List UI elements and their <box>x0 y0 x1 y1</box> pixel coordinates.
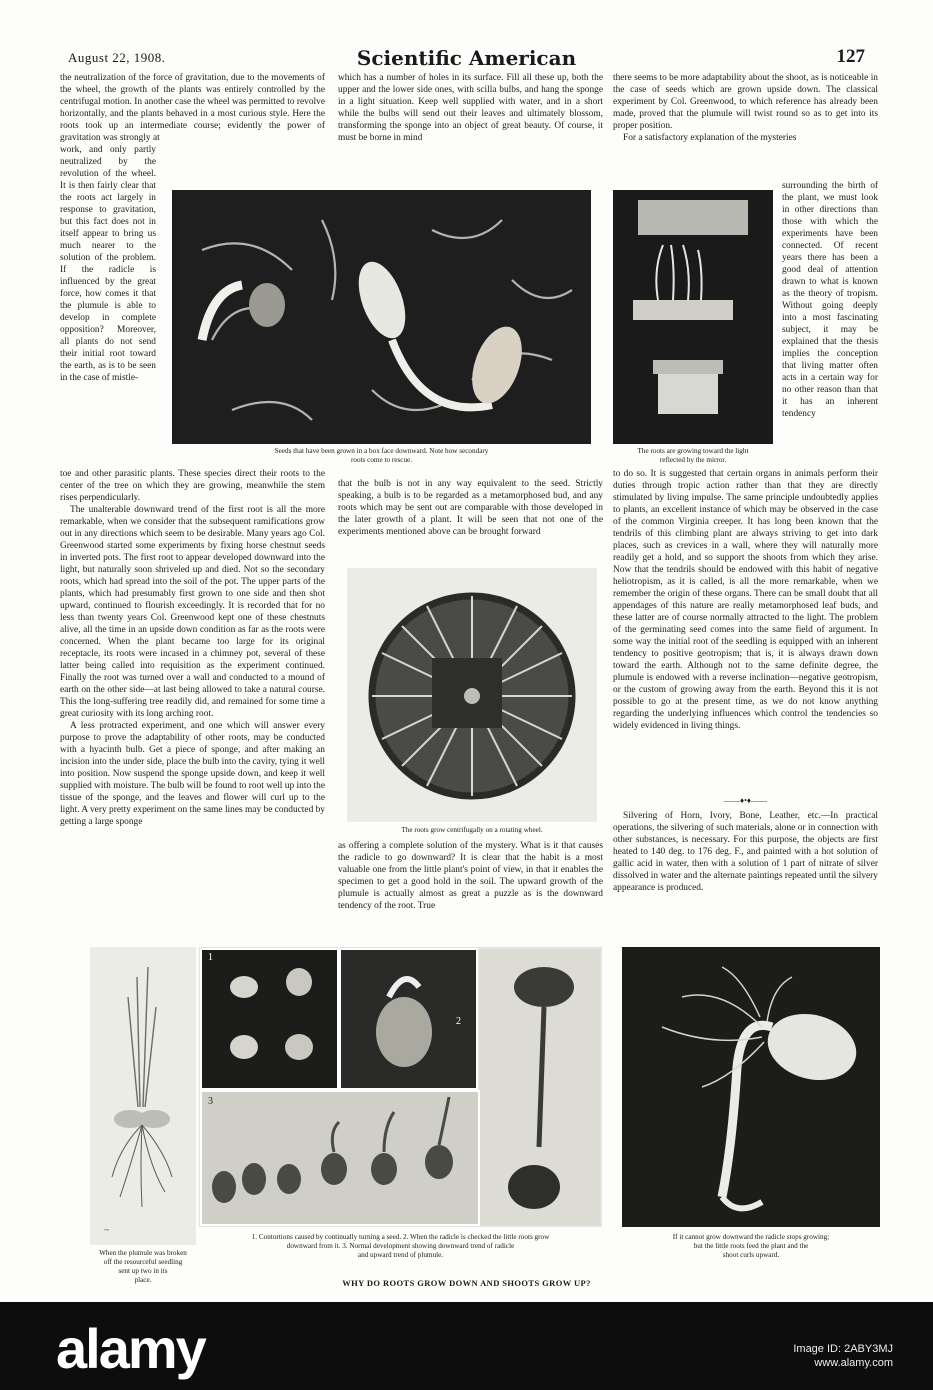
col3-bottom-text: to do so. It is suggested that certain organs in animals perform their duties through tropic action rather than that they are directly stimulated by living impulse. The same principle undoubtedly applies to plants, an excellent instance of which may be observed in the case of the common Virginia creeper. It has long been known that the tendrils of this climbing plant are always striving to get into dark places, such as crevices in a wall, where they will naturally more readily get a hold, and so support the shoots from which they arise. Now that the tendrils should be endowed with this habit of negative heliotropism, as it is called, is all the more remarkable, when we remember the origin of these organs. There can be small doubt that all appendages of this nature are really metamorphosed leaf buds, and these latter are of course normally attracted to the light. The problem of the germinating seed comes into the same field of argument. In some way the initial root of the seedling is equipped with an inherent tendency to positive geotropism; that is, it is always drawn down toward the earth. Although not to the same definite degree, the plumule is endowed with a reverse inclination—negative geotropism, or the custom of growing away from the earth. Beyond this it is not possible to go at the present time, as we do not know anything regarding the underlying influences which control the tendencies so widely evidenced in living things. <box>613 469 878 731</box>
svg-text:~: ~ <box>104 1225 109 1235</box>
caption-mirror: The roots are growing toward the light reflected by the mirror. <box>637 447 749 464</box>
col2-bottom-text: as offering a complete solution of the mystery. What is it that causes the radicle to go downward? It is clear that the habit is a most valuable one from the little plant's point of view, in that it enables the specimen to get a good hold in the soil. The upward growth of the plumule is actually almost as great a puzzle as is the downward tendency of the root. True <box>338 841 603 911</box>
col1-top-text: the neutralization of the force of gravitation, due to the movements of the wheel, the growth of the plants was entirely controlled by the centrifugal motion. In another case the wheel was permitted to revolve horizontally, and the plants behaved in a most curious style. Here the roots took up an intermediate course; evidently the power of gravitation was strongly at <box>60 73 325 143</box>
photo-radicle-stops <box>622 947 880 1227</box>
watermark-meta: Image ID: 2ABY3MJ www.alamy.com <box>793 1343 893 1369</box>
col3-top-text: there seems to be more adaptability about the shoot, as is noticeable in the case of seeds which are grown upside down. The classical experiment by Col. Greenwood, to which reference has already been made, proved that the plumule will twist round so as to get into its proper position. For a satisfactory explanation of the mysteries <box>613 73 878 143</box>
panel-label-2: 2 <box>456 1016 461 1027</box>
caption-composite: 1. Contortions caused by continually turning a seed. 2. When the radicle is checked the little roots grow downward from it. 3. Normal development showing downward trend of radicle and upward trend of plumule. <box>251 1233 550 1259</box>
col2-mid-text: that the bulb is not in any way equivalent to the seed. Strictly speaking, a bulb is to be regarded as a metamorphosed bud, and any roots which may be sent out are comparable with those developed in the later growth of a plant. It will be seen that not one of the experiments mentioned above can be brought forward <box>338 479 603 537</box>
photo-mirror <box>613 190 773 444</box>
alamy-logo: alamy <box>56 1317 205 1380</box>
photo-rotating-wheel <box>347 568 597 822</box>
col3-silvering-text: Silvering of Horn, Ivory, Bone, Leather, etc.—In practical operations, the silvering of such materials, alone or in connection with other substances, is necessary. For this purpose, the objects are first heated to 140 deg. to 176 deg. F., and painted with a hot solution of gallic acid in water, then with a solution of 1 part of nitrate of silver dissolved in water and the alternate paintings repeated until the silvery appearance is produced. <box>613 811 878 893</box>
caption-seeds-box: Seeds that have been grown in a box face downward. Note how secondary roots come to rescue. <box>274 447 489 464</box>
watermark-band <box>0 1302 933 1390</box>
section-divider: ——♦•♦—— <box>724 796 767 805</box>
issue-date: August 22, 1908. <box>68 50 166 65</box>
masthead: Scientific American <box>356 46 577 70</box>
photo-composite-panels <box>199 947 602 1227</box>
caption-plumule-broken: When the plumule was broken off the resourceful seedling sent up two in its place. <box>99 1249 187 1284</box>
photo-seeds-box <box>172 190 591 444</box>
photo-plumule-broken <box>90 947 196 1245</box>
col1-narrow-text: work, and only partly neutralized by the revolution of the wheel. It is then fairly clear that the roots act largely in response to gravitation, but this fact does not in itself appear to bring us much nearer to the solution of the problem. If the radicle is influenced by the great force, how comes it that the plumule is able to develop in complete opposition? Moreover, all plants do not send their initial root toward the earth, as is to be seen in the case of mistle- <box>60 145 156 383</box>
caption-radicle-stops: If it cannot grow downward the radicle stops growing; but the little roots feed the plant and the shoot curls upward. <box>672 1233 830 1259</box>
panel-label-1: 1 <box>208 952 213 963</box>
caption-wheel: The roots grow centrifugally on a rotating wheel. <box>401 826 543 834</box>
panel-label-3: 3 <box>208 1096 213 1107</box>
col3-narrow-text: surrounding the birth of the plant, we must look in other directions than those with which the experiments have been connected. Of recent years there has been a good deal of attention drawn to what is known as the theory of tropism. Without going deeply into a most fascinating subject, it may be explained that the thesis implies the conception that living matter often acts in a certain way for no other reason than that it has an inherent tendency <box>782 181 878 419</box>
col2-top-text: which has a number of holes in its surface. Fill all these up, both the upper and the lower side ones, with scilla bulbs, and hang the sponge in a light situation. Keep well supplied with water, and in a short while the bulbs will send out their leaves and ultimately blossom, transforming the sponge into an object of great beauty. Of course, it must be borne in mind <box>338 73 603 143</box>
col1-bottom-text: toe and other parasitic plants. These species direct their roots to the center of the tree on which they are growing, meanwhile the stem rises perpendicularly. The unalterable downward trend of the first root is all the more remarkable, when we consider that the subsequent ramifications grow out in any directions which seem to be desirable. Many years ago Col. Greenwood started some experiments by fixing horse chestnut seeds in inverted pots. The first root to appear developed downward into the light, but naturally soon shriveled up and died. Not so the secondary roots, which had spread into the soil of the pot. The upper parts of the plants, which had presumably first grown to one side and then shot upward, continued to flourish exceedingly. It is recorded that for no less than twenty years Col. Greenwood kept one of these chestnuts alive, all the time in an upside down condition as far as the roots were concerned. When the plant became too large for its original receptacle, its roots were incased in a chimney pot, several of these latter being called into requisition as the experiment continued. Finally the root was turned over a wall and conducted to a mound of earth on the other side—at last being allowed to take a natural course. This the long-suffering tree readily did, and remained for some time a great curiosity with its long arching root. A less protracted experiment, and one which will answer every purpose to prove the adaptability of other roots, may be conducted with a hyacinth bulb. Get a piece of sponge, and after making an incision into the under side, place the bulb into the cavity, tying it well into position. Now suspend the sponge upside down, and keep it well supplied with moisture. The bulb will be found to root well up into the tissue of the sponge, and the leaves and flower will curl up to the light. A very pretty experiment on the same lines may be conducted by getting a large sponge <box>60 469 325 827</box>
figure-title: WHY DO ROOTS GROW DOWN AND SHOOTS GROW UP? <box>342 1278 591 1288</box>
page-number: 127 <box>836 46 865 67</box>
